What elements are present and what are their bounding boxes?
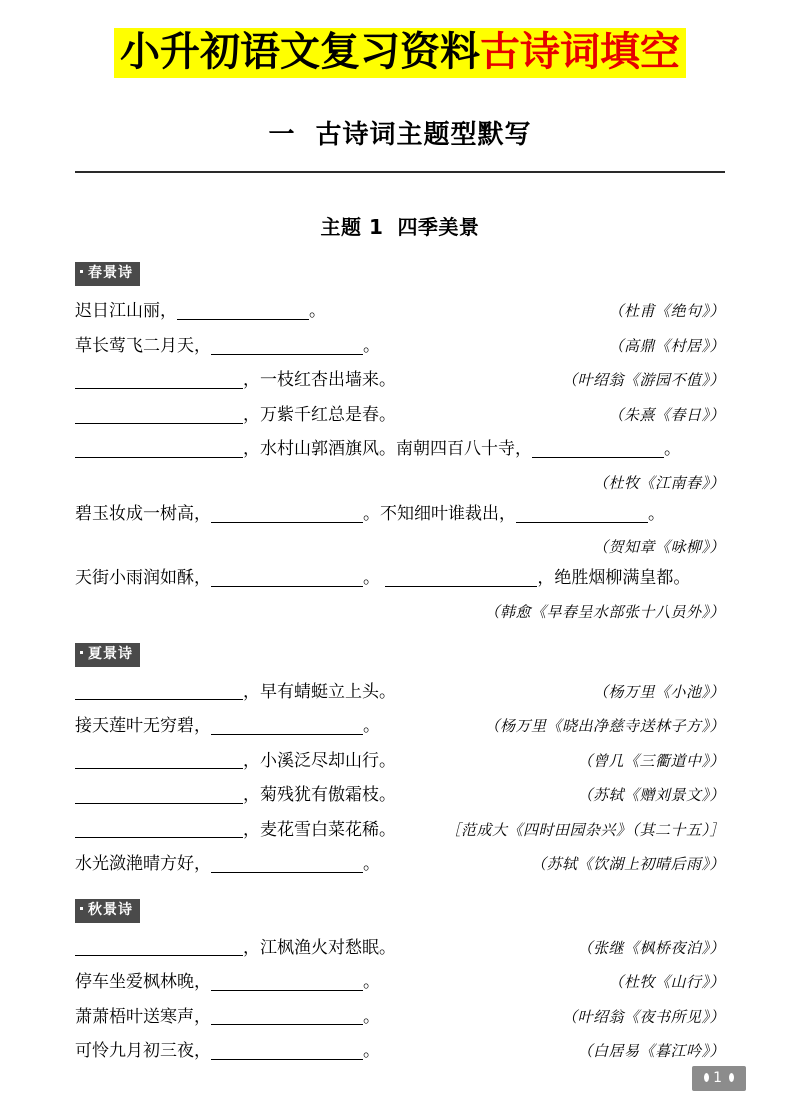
answer-blank[interactable] xyxy=(75,682,243,701)
poem-suffix: ，早有蜻蜓立上头。 xyxy=(243,681,396,702)
answer-blank[interactable] xyxy=(211,716,363,735)
poem-line xyxy=(75,680,725,706)
answer-blank[interactable] xyxy=(385,568,537,587)
poem-line-text xyxy=(75,502,665,528)
answer-blank[interactable] xyxy=(75,785,243,804)
chapter-title: 古诗词主题型默写 xyxy=(315,120,532,151)
poem-suffix-2: 。 xyxy=(664,439,681,460)
poem-line-text xyxy=(75,970,380,996)
poem-line xyxy=(75,437,725,463)
poem-line xyxy=(75,714,725,740)
poem-prefix: 碧玉妆成一树高， xyxy=(75,503,211,524)
bullet-icon xyxy=(80,651,83,654)
poem-line-text xyxy=(75,566,690,592)
answer-blank[interactable] xyxy=(75,937,243,956)
answer-blank[interactable] xyxy=(75,439,243,458)
poem-citation: （高鼎《村居》） xyxy=(608,336,725,355)
bullet-icon xyxy=(80,907,83,910)
answer-blank[interactable] xyxy=(75,405,243,424)
poem-suffix-2: ，绝胜烟柳满皇都。 xyxy=(537,568,691,589)
answer-blank[interactable] xyxy=(211,1006,363,1025)
poem-citation: （叶绍翁《夜书所见》） xyxy=(561,1007,725,1026)
poem-suffix: ，万紫千红总是春。 xyxy=(243,404,396,425)
poem-suffix-2: 。 xyxy=(648,503,665,524)
poem-line-text xyxy=(75,680,396,706)
topic-label: 主题 1 xyxy=(320,215,384,240)
poem-line-text xyxy=(75,299,326,325)
poem-citation: （张继《枫桥夜泊》） xyxy=(577,938,725,957)
banner-title-accent: 古诗词填空 xyxy=(480,28,680,75)
topic-heading xyxy=(0,211,800,240)
season-badge-label: 秋景诗 xyxy=(88,901,133,918)
poem-line-text xyxy=(75,403,396,429)
poem-line-text xyxy=(75,334,380,360)
heading-divider xyxy=(75,171,725,173)
poem-line-text xyxy=(75,437,681,463)
answer-blank[interactable] xyxy=(211,972,363,991)
poem-suffix: 。 xyxy=(363,568,386,589)
poem-line-text xyxy=(75,1005,380,1031)
poem-suffix: 。 xyxy=(363,335,380,356)
poem-line xyxy=(75,334,725,360)
poem-citation: （杜牧《山行》） xyxy=(608,973,725,992)
poem-suffix: 。 xyxy=(363,854,380,875)
answer-blank[interactable] xyxy=(75,820,243,839)
season-badge xyxy=(75,262,140,286)
answer-blank[interactable] xyxy=(75,751,243,770)
poem-line xyxy=(75,818,725,844)
poem-suffix: ，菊残犹有傲霜枝。 xyxy=(243,785,396,806)
poem-line-text xyxy=(75,749,396,775)
banner-title-area xyxy=(0,0,800,78)
poem-line xyxy=(75,783,725,809)
poem-suffix: ，麦花雪白菜花稀。 xyxy=(243,819,396,840)
poem-content xyxy=(75,240,725,1064)
poem-citation: ［范成大《四时田园杂兴》（其二十五）］ xyxy=(445,820,725,839)
poem-citation: （白居易《暮江吟》） xyxy=(577,1042,725,1061)
poem-suffix: ，一枝红杏出墙来。 xyxy=(243,370,396,391)
chapter-heading xyxy=(0,114,800,151)
chapter-number: 一 xyxy=(268,120,296,151)
poem-prefix: 可怜九月初三夜， xyxy=(75,1041,211,1062)
poem-citation: （杜甫《绝句》） xyxy=(608,302,725,321)
poem-citation: （苏轼《饮湖上初晴后雨》） xyxy=(530,855,725,874)
season-badge-label: 春景诗 xyxy=(88,265,133,282)
poem-suffix: 。 xyxy=(363,1041,380,1062)
poem-line-text xyxy=(75,852,380,878)
poem-prefix: 停车坐爱枫林晚， xyxy=(75,972,211,993)
poem-prefix: 水光潋滟晴方好， xyxy=(75,854,211,875)
banner-title xyxy=(114,28,686,78)
poem-suffix: ，水村山郭酒旗风。南朝四百八十寺， xyxy=(243,439,532,460)
poem-citation: （苏轼《赠刘景文》） xyxy=(577,786,725,805)
poem-line xyxy=(75,502,725,528)
page-number: 1 xyxy=(713,1070,725,1087)
poem-suffix: 。 xyxy=(363,716,380,737)
poem-citation: （杜牧《江南春》） xyxy=(592,473,725,492)
poem-line xyxy=(75,936,725,962)
poem-line-text xyxy=(75,818,396,844)
poem-suffix: 。 xyxy=(363,972,380,993)
poem-prefix: 天街小雨润如酥， xyxy=(75,568,211,589)
poem-prefix: 萧萧梧叶送寒声， xyxy=(75,1006,211,1027)
bullet-icon xyxy=(80,270,83,273)
poem-citation: （朱熹《春日》） xyxy=(608,405,725,424)
poem-line xyxy=(75,749,725,775)
banner-title-main: 小升初语文复习资料 xyxy=(120,28,480,75)
poem-citation: （韩愈《早春呈水部张十八员外》） xyxy=(484,602,725,621)
season-badge xyxy=(75,643,140,667)
poem-suffix: 。 xyxy=(363,1006,380,1027)
poem-line xyxy=(75,1039,725,1065)
poem-line xyxy=(75,970,725,996)
poem-suffix: ，江枫渔火对愁眠。 xyxy=(243,937,396,958)
poem-line xyxy=(75,1005,725,1031)
poem-suffix: ，小溪泛尽却山行。 xyxy=(243,750,396,771)
answer-blank[interactable] xyxy=(211,854,363,873)
poem-citation: （贺知章《咏柳》） xyxy=(592,538,725,557)
answer-blank[interactable] xyxy=(177,301,309,320)
poem-line-text xyxy=(75,783,396,809)
poem-citation: （杨万里《小池》） xyxy=(592,682,725,701)
poem-prefix: 接天莲叶无穷碧， xyxy=(75,716,211,737)
poem-prefix: 草长莺飞二月天， xyxy=(75,335,211,356)
poem-line xyxy=(75,566,725,592)
poem-line xyxy=(75,852,725,878)
poem-suffix: 。不知细叶谁裁出， xyxy=(363,503,516,524)
season-badge-label: 夏景诗 xyxy=(88,645,133,662)
answer-blank[interactable] xyxy=(211,1041,363,1060)
answer-blank[interactable] xyxy=(211,336,363,355)
answer-blank[interactable] xyxy=(75,370,243,389)
answer-blank[interactable] xyxy=(211,568,363,587)
poem-line xyxy=(75,299,725,325)
answer-blank[interactable] xyxy=(211,504,363,523)
badge-dot-left xyxy=(704,1073,709,1082)
poem-suffix: 。 xyxy=(309,301,326,322)
answer-blank[interactable] xyxy=(532,439,664,458)
poem-citation: （曾几《三衢道中》） xyxy=(577,751,725,770)
poem-line-text xyxy=(75,1039,380,1065)
poem-line-text xyxy=(75,368,396,394)
badge-dot-right xyxy=(729,1073,734,1082)
page-number-badge xyxy=(692,1066,746,1091)
poem-prefix: 迟日江山丽， xyxy=(75,301,177,322)
season-badge xyxy=(75,899,140,923)
poem-citation: （杨万里《晓出净慈寺送林子方》） xyxy=(484,717,725,736)
topic-name: 四季美景 xyxy=(397,215,480,240)
poem-line-text xyxy=(75,714,380,740)
poem-citation: （叶绍翁《游园不值》） xyxy=(561,371,725,390)
poem-line xyxy=(75,403,725,429)
answer-blank[interactable] xyxy=(516,504,648,523)
poem-line xyxy=(75,368,725,394)
poem-line-text xyxy=(75,936,396,962)
